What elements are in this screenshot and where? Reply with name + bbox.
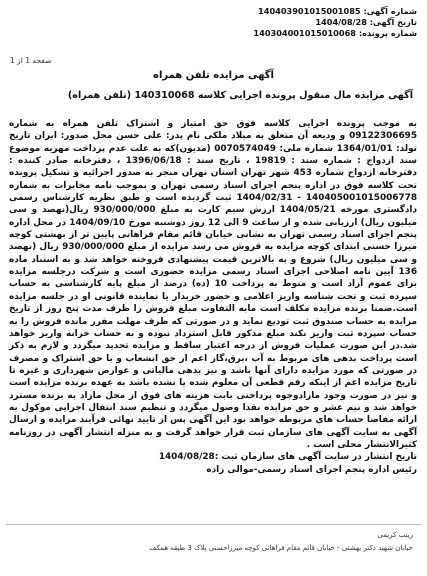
- case-number: شماره پرونده: 140304001015010068: [253, 28, 417, 38]
- ad-title: آگهی مزایده تلفن همراه: [153, 70, 274, 81]
- ad-body: به موجب پرونده اجرایی کلاسه فوق حق امتیاز و اشتراک تلفن همراه به شماره 09122306695 و ودیعه آن متعلق به میلاد ملکی نام پدر: علی حسن محل صدور: ایران تاریخ تولد: 1364/01/01 شماره ملی: 0070574049 (مدیون)که به علت عدم پرداخت مهریه موضوع سند ازدواج : شماره سند : 19819 ، تاریخ سند : 1396/06/18 ، دفترخانه صادر کننده : دفترخانه ازدواج شماره 453 شهر تهران استان تهران منجر به صدور اجرائیه و تشکیل پرونده تحت کلاسه فوق در اداره پنجم اجرای اسناد رسمی تهران و بموجب نامه مخابرات به شماره 140405001015006778 - 1404/02/31 ثبت گردیده است و طبق نظریه کارشناس رسمی دادگستری مورخه 1404/05/21 ارزش سیم کارت به مبلغ 930/000/000 ریال(نهصد و سی میلیون ریال) ارزیابی شده و از ساعت 9 الی 12 روز دوشنبه مورخ 1404/09/10 در محل اداره پنجم اجرای اسناد رسمی تهران به نشانی خیابان قائم مقام فراهانی پایین تر از بهشتی کوچه میرزا حسنی ابتدای کوچه مزایده به فروش می رسد مزایده از مبلغ 930/000/000 ریال (نهصد و سی میلیون ریال) شروع و به بالاترین قیمت پیشنهادی فروخته خواهد شد و به استناد ماده 136 آیین نامه اصلاحی اجرای اسناد رسمی مزایده حضوری است و شرکت درجلسه مزایده برای عموم آزاد است و منوط به پرداخت 10 (ده) درصد از مبلغ پایه کارشناسی به حساب سپرده ثبت و تحت شناسه واریز اعلامی و حضور خریدار یا نماینده قانونی او در جلسه مزایده است.ضمنا برنده مزایده مکلف است مابه التفاوت مبلغ فروش را ظرف مدت پنج روز از تاریخ مزایده به حساب صندوق ثبت تودیع نماید و در صورتی که ظرف مهلت مقرر مانده فروش را به حساب سپرده ثبت واریز نکند مبلغ مذکور قابل استرداد نبوده و به حساب خزانه واریز خواهد شد.در این صورت عملیات فروش از درجه اعتبار ساقط و مزایده تجدید میگردد و لازم به ذکر است پرداخت بدهی های مربوط به آب ،برق،گاز اعم از حق انشعاب و یا حق اشتراک و مصرف در صورتی که مورد مزایده دارای آنها باشد و نیز بدهی مالیاتی و عوارض شهرداری و غیره تا تاریخ مزایده اعم از اینکه رقم قطعی آن معلوم شده یا نشده باشد به عهده برنده مزایده است و نیز در صورت وجود مازادوجوه پرداختی بابت هزینه های فوق از محل مازاد به برنده مسترد خواهد شد و نیم عشر و حق مزایده نقدا وصول میگردد و تنظیم سند انتقال اجرایی موکول به ارائه مفاصا حساب های مربوطه خواهد بود این آگهی پس از تایید نهائی فرآیند مزایده و ارسال آگهی به سایت آگهی های سازمان ثبت قرار خواهد گرفت و به منزله انتشار آگهی در روزنامه کثیرالانتشار محلی است . تاریخ انتشار در سایت آگهی های سازمان ثبت :1404/08/28 رئیس اداره پنجم اجرای اسناد رسمی-موالی زاده: [9, 119, 418, 475]
- ad-subtitle: آگهی مزایده مال منقول پرونده اجرایی کلاسه 140310068 (تلفن همراه): [67, 90, 413, 101]
- page-number: صفحه 1 از 1: [10, 56, 52, 65]
- ad-number: شماره آگهی: 140403901015001085: [258, 6, 417, 16]
- footer-address: خیابان شهید دکتر بهشتی - خیابان قائم مقام فراهانی کوچه میرزاحسنی پلاک 3 طبقه همکف: [149, 544, 413, 552]
- ad-header: [217, 6, 417, 39]
- ad-date: تاریخ آگهی: 1404/08/28: [315, 17, 417, 27]
- footer-divider: [6, 524, 421, 525]
- footer-label: زینب کریمی: [377, 531, 413, 539]
